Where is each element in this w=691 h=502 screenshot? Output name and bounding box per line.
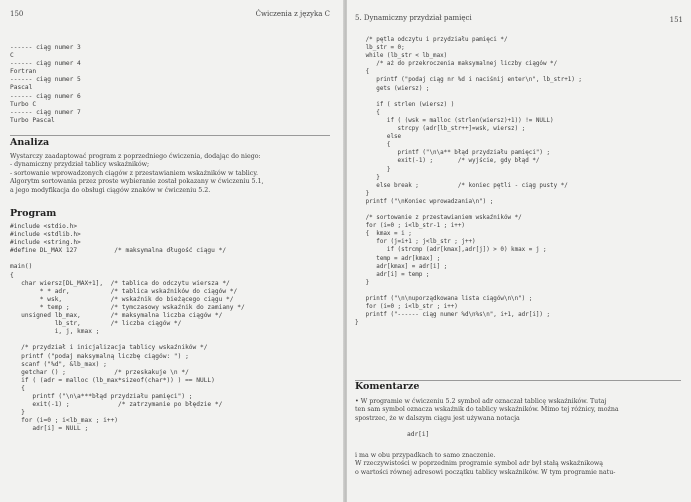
analysis-heading: Analiza xyxy=(10,137,50,148)
program-code-part-2: /* pętla odczytu i przydziału pamięci */ lb_str = 0; while (lb_str < lb_max) /* aż do przekroczenia maksymalnej liczby ciągów */ { printf ("podaj ciąg nr %d i naciśnij enter\n", lb_str+1) ; gets (wiersz) ; if ( strlen (wiersz) ) { if ( (wsk = malloc (strlen(wiersz)+1)) != NULL) strcpy (adr[lb_str++]=wsk, wiersz) ; else { printf ("\n\a** błąd przydziału pamięci") ; exit(-1) ; /* wyjście, gdy błąd */ } } else break ; /* koniec pętli - ciąg pusty */ } printf ("\nKoniec wprowadzania\n") ; /* sortowanie z przestawianiem wskaźników */ for (i=0 ; i<lb_str-1 ; i++) { kmax = i ; for (j=i+1 ; j<lb_str ; j++) if (strcmp (adr[kmax],adr[j]) > 0) kmax = j ; temp = adr[kmax] ; adr[kmax] = adr[i] ; adr[i] = temp ; } printf ("\n\nuporządkowana lista ciągów\n\n") ; for (i=0 ; i<lb_str ; i++) printf ("------ ciąg numer %d\n%s\n", i+1, adr[i]) ; } xyxy=(355,37,582,327)
left-running-header: Ćwiczenia z języka C xyxy=(255,10,330,18)
analysis-text: Wystarczy zaadaptować program z poprzedniego ćwiczenia, dodając do niego: - dynamiczny przydział tablicy wskaźników; - sortowanie wprowadzonych ciągów z przestawianiem wskaźników w tablicy. Algorytm sortowania przez proste wybieranie został pokazany w ćwiczeniu 5.1, a jego modyfikacja do obsługi ciągów znaków w ćwiczeniu 5.2. xyxy=(10,153,264,194)
right-running-header: 5. Dynamiczny przydział pamięci xyxy=(355,14,472,22)
output-line: ------ ciąg numer 5 xyxy=(10,76,81,84)
output-listing xyxy=(10,44,81,125)
output-line: ------ ciąg numer 3 xyxy=(10,44,81,51)
program-heading: Program xyxy=(10,208,57,219)
comments-text-1: • W programie w ćwiczeniu 5.2 symbol adr oznaczał tablicę wskaźników. Tutaj ten sam symbol oznacza wskaźnik do tablicy wskaźników. Mimo tej różnicy, można spostrzec, że w dalszym ciągu jest używana notacja xyxy=(355,398,619,422)
comments-heading: Komentarze xyxy=(355,381,420,392)
comments-text-2: i ma w obu przypadkach to samo znaczenie. W rzeczywistości w poprzednim programie symbol adr był stałą wskaźnikową o wartości równej adresowi początku tablicy wskaźników. W tym programie natu- xyxy=(355,452,616,476)
right-page-number: 151 xyxy=(669,16,683,24)
program-code-part-1: #include <stdio.h> #include <stdlib.h> #include <string.h> #define DL_MAX 127 /* maksymalna długość ciągu */ main() { char wiersz[DL_MAX+1], /* tablica do odczytu wiersza */ * * adr, /* tablica wskaźników do ciągów */ * wsk, /* wskaźnik do bieżącego ciągu */ * temp ; /* tymczasowy wskaźnik do zamiany */ unsigned lb_max, /* maksymalna liczba ciągów */ lb_str, /* liczba ciągów */ i, j, kmax ; /* przydział i inicjalizacja tablicy wskaźników */ printf ("podaj maksymalną liczbę ciągów: ") ; scanf ("%d", &lb_max) ; getchar () ; /* przeskakuje \n */ if ( (adr = malloc (lb_max*sizeof(char*)) ) == NULL) { printf ("\n\a***błąd przydziału pamięci") ; exit(-1) ; /* zatrzymanie po błędzie */ } for (i=0 ; i<lb_max ; i++) adr[i] = NULL ; xyxy=(10,223,245,433)
output-line: C xyxy=(10,52,14,60)
output-line: Turbo C xyxy=(10,100,37,108)
left-page xyxy=(0,0,344,502)
output-line: Fortran xyxy=(10,68,37,76)
output-line: ------ ciąg numer 4 xyxy=(10,60,81,68)
left-page-number: 150 xyxy=(10,10,24,18)
output-line: Pascal xyxy=(10,84,33,92)
output-line: Turbo Pascal xyxy=(10,116,55,124)
analysis-rule xyxy=(10,135,330,136)
output-line: ------ ciąg numer 6 xyxy=(10,92,81,100)
comments-code: adr[i] xyxy=(407,431,430,438)
right-page xyxy=(347,0,691,502)
output-line: ------ ciąg numer 7 xyxy=(10,108,81,116)
